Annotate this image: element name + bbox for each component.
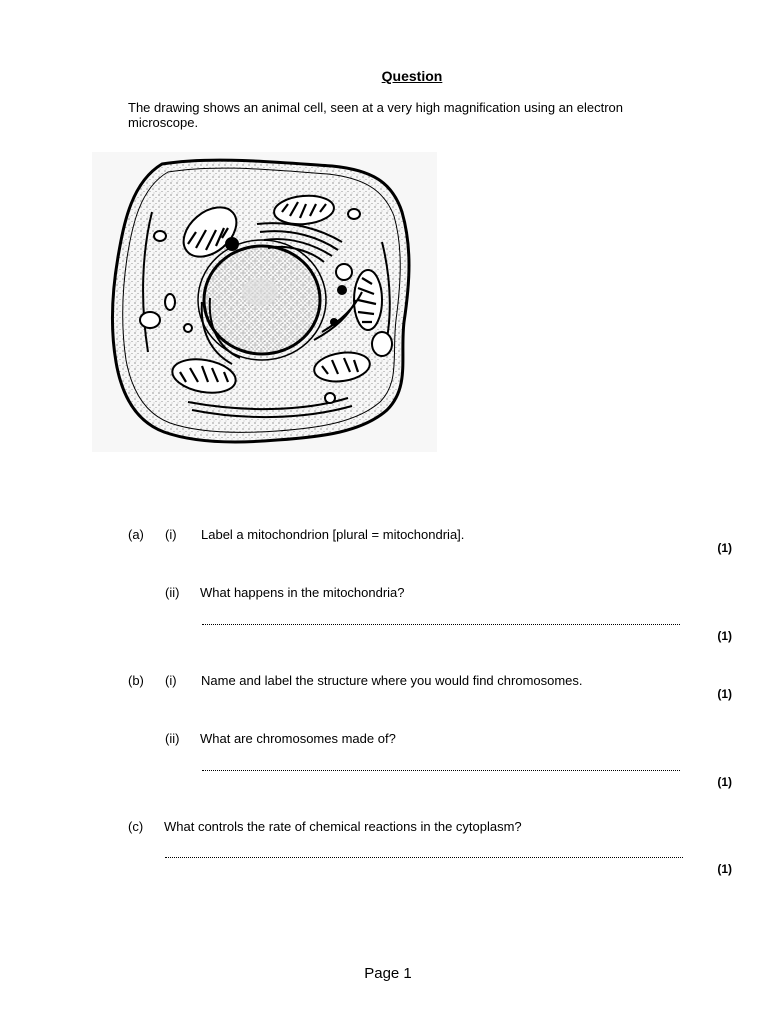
- part-b-ii-label: (ii): [165, 731, 180, 746]
- part-b-ii-mark: (1): [717, 775, 732, 789]
- part-b-ii-text: What are chromosomes made of?: [200, 731, 396, 746]
- part-b-i-label: (i): [165, 673, 177, 688]
- part-b-i-mark: (1): [717, 687, 732, 701]
- part-a-i-mark: (1): [717, 541, 732, 555]
- page-title: Question: [381, 68, 443, 84]
- part-c-mark: (1): [717, 862, 732, 876]
- part-a-label: (a): [128, 527, 144, 542]
- part-a-ii-text: What happens in the mitochondria?: [200, 585, 405, 600]
- part-b-label: (b): [128, 673, 144, 688]
- part-a-i-label: (i): [165, 527, 177, 542]
- answer-line-b-ii[interactable]: [202, 770, 680, 771]
- page-number: Page 1: [364, 965, 412, 982]
- part-a-i-text: Label a mitochondrion [plural = mitochondria].: [201, 527, 465, 542]
- animal-cell-drawing: [92, 152, 437, 452]
- part-c-text: What controls the rate of chemical reactions in the cytoplasm?: [164, 819, 522, 834]
- intro-text: The drawing shows an animal cell, seen at a very high magnification using an electron microscope.: [128, 100, 623, 130]
- part-b-i-text: Name and label the structure where you would find chromosomes.: [201, 673, 583, 688]
- answer-line-a-ii[interactable]: [202, 624, 680, 625]
- part-a-ii-mark: (1): [717, 629, 732, 643]
- answer-line-c[interactable]: [165, 857, 683, 858]
- part-c-label: (c): [128, 819, 144, 834]
- part-a-ii-label: (ii): [165, 585, 180, 600]
